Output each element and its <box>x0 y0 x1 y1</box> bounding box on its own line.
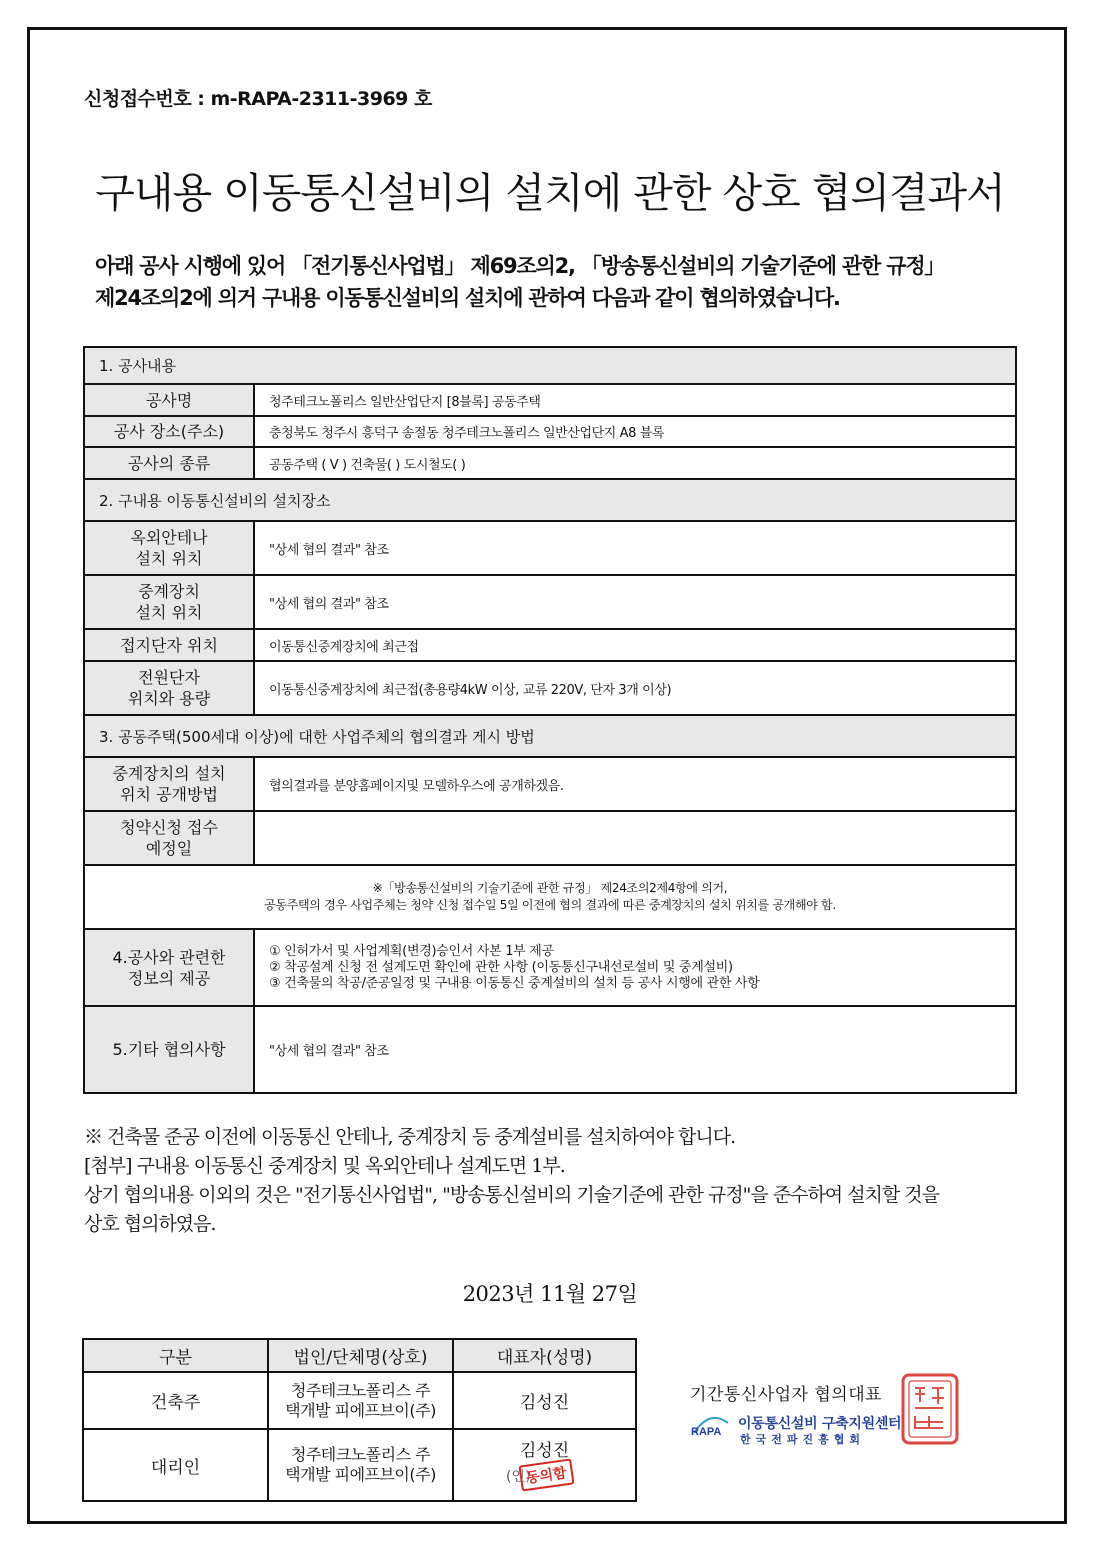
table-row <box>84 757 1016 811</box>
note-line: 공동주택의 경우 사업주체는 청약 신청 접수일 5일 이전에 협의 결과에 따른 중계장치의 설치 위치를 공개해야 함. <box>264 898 836 912</box>
corp-line: 택개발 피에프브이(주) <box>285 1465 436 1484</box>
table-row <box>84 929 1016 1006</box>
label-line: 정보의 제공 <box>127 968 211 988</box>
table-header-row <box>83 1339 636 1372</box>
agreement-date: 2023년 11월 27일 <box>462 1282 638 1306</box>
table-row <box>83 1429 636 1501</box>
antenna-label <box>84 521 254 575</box>
corp-line: 택개발 피에프브이(주) <box>285 1400 436 1420</box>
note-row <box>84 865 1016 929</box>
list-item: ② 착공설계 신청 전 설계도면 확인에 관한 사항 (이동통신구내선로설비 및 중계설비) <box>269 959 733 975</box>
project-type-label: 공사의 종류 <box>84 447 254 479</box>
section-row <box>84 347 1016 384</box>
label-line: 설치 위치 <box>135 549 203 568</box>
info-label <box>84 929 254 1006</box>
table-row <box>84 629 1016 661</box>
label-line: 중계장치의 설치 <box>112 764 226 783</box>
power-label <box>84 661 254 715</box>
label-line: 위치와 용량 <box>127 689 211 708</box>
role-agent: 대리인 <box>83 1429 268 1501</box>
agree-stamp: 동의함 <box>518 1458 574 1491</box>
project-site-value: 충청북도 청주시 흥덕구 송절동 청주테크노폴리스 일반산업단지 A8 블록 <box>254 416 1016 447</box>
section-row <box>84 479 1016 521</box>
label-line: 설치 위치 <box>135 603 203 622</box>
section-title-2: 2. 구내용 이동통신설비의 설치장소 <box>84 479 1016 521</box>
label-line: 위치 공개방법 <box>120 785 218 804</box>
ground-value: 이동통신중계장치에 최근접 <box>254 629 1016 661</box>
table-row <box>84 521 1016 575</box>
corporation-name <box>268 1429 453 1501</box>
disclosure-label <box>84 757 254 811</box>
repeater-label <box>84 575 254 629</box>
table-row <box>84 811 1016 865</box>
intro-line: 아래 공사 시행에 있어 「전기통신사업법」 제69조의2, 「방송통신설비의 기술기준에 관한 규정」 <box>95 254 945 278</box>
footer-line: 상호 협의하였음. <box>84 1213 216 1235</box>
logo-text: RAPA <box>691 1426 722 1438</box>
official-seal-icon <box>900 1372 960 1446</box>
disclosure-value: 협의결과를 분양홈페이지및 모델하우스에 공개하겠음. <box>254 757 1016 811</box>
power-value: 이동통신중계장치에 최근접(총용량4kW 이상, 교류 220V, 단자 3개 이상) <box>254 661 1016 715</box>
corp-line: 청주테크노폴리스 주 <box>290 1445 431 1464</box>
seal-placeholder: (인) <box>506 1469 531 1485</box>
signature-table <box>82 1338 637 1502</box>
header-category: 구분 <box>83 1339 268 1372</box>
ground-label: 접지단자 위치 <box>84 629 254 661</box>
corporation-name <box>268 1372 453 1429</box>
project-name-label: 공사명 <box>84 384 254 416</box>
corp-line: 청주테크노폴리스 주 <box>290 1380 431 1400</box>
section-title-1: 1. 공사내용 <box>84 347 1016 384</box>
section-title-3: 3. 공동주택(500세대 이상)에 대한 사업주체의 협의결과 게시 방법 <box>84 715 1016 757</box>
seal-area <box>506 1462 596 1492</box>
project-type-value: 공동주택 ( V ) 건축물( ) 도시철도( ) <box>254 447 1016 479</box>
organization-name: 이동통신설비 구축지원센터 <box>738 1416 902 1432</box>
consultation-table <box>83 346 1017 1094</box>
other-value: "상세 협의 결과" 참조 <box>254 1006 1016 1093</box>
repeater-value: "상세 협의 결과" 참조 <box>254 575 1016 629</box>
project-site-label: 공사 장소(주소) <box>84 416 254 447</box>
label-line: 예정일 <box>145 839 193 858</box>
subscription-value <box>254 811 1016 865</box>
label-line: 4.공사와 관련한 <box>112 947 226 967</box>
header-corporation: 법인/단체명(상호) <box>268 1339 453 1372</box>
table-row <box>84 575 1016 629</box>
antenna-value: "상세 협의 결과" 참조 <box>254 521 1016 575</box>
representative-signature <box>453 1429 636 1501</box>
header-representative: 대표자(성명) <box>453 1339 636 1372</box>
table-row <box>84 416 1016 447</box>
representative-name: 김성진 <box>453 1372 636 1429</box>
list-item: ③ 건축물의 착공/준공일정 및 구내용 이동통신 중계설비의 설치 등 공사 시행에 관한 사항 <box>269 975 760 991</box>
table-row <box>83 1372 636 1429</box>
footer-line: 상기 협의내용 이외의 것은 "전기통신사업법", "방송통신설비의 기술기준에 관한 규정"을 준수하여 설치할 것을 <box>84 1184 940 1206</box>
section-row <box>84 715 1016 757</box>
info-list <box>254 929 1016 1006</box>
label-line: 중계장치 <box>138 582 200 601</box>
regulation-note <box>84 865 1016 929</box>
footer-line: [첨부] 구내용 이동통신 중계장치 및 옥외안테나 설계도면 1부. <box>84 1155 565 1177</box>
label-line: 청약신청 접수 <box>120 818 218 837</box>
table-row <box>84 447 1016 479</box>
other-label: 5.기타 협의사항 <box>84 1006 254 1093</box>
table-row <box>84 661 1016 715</box>
footer-notes <box>84 1123 1024 1239</box>
receipt-number: 신청접수번호 : m-RAPA-2311-3969 호 <box>84 88 432 110</box>
rapa-logo-icon <box>690 1413 730 1439</box>
note-line: ※「방송통신설비의 기술기준에 관한 규정」 제24조의2제4항에 의거, <box>372 881 728 895</box>
carrier-representative-title: 기간통신사업자 협의대표 <box>690 1385 883 1405</box>
role-owner: 건축주 <box>83 1372 268 1429</box>
label-line: 옥외안테나 <box>130 528 208 547</box>
project-name-value: 청주테크노폴리스 일반산업단지 [8블록] 공동주택 <box>254 384 1016 416</box>
label-line: 전원단자 <box>138 668 200 687</box>
footer-line: ※ 건축물 준공 이전에 이동통신 안테나, 중계장치 등 중계설비를 설치하여야 합니다. <box>84 1126 736 1148</box>
intro-paragraph <box>95 250 1025 314</box>
list-item: ① 인허가서 및 사업계획(변경)승인서 사본 1부 제공 <box>269 943 554 959</box>
table-row <box>84 1006 1016 1093</box>
document-title: 구내용 이동통신설비의 설치에 관한 상호 협의결과서 <box>95 169 1005 217</box>
subscription-label <box>84 811 254 865</box>
representative-name: 김성진 <box>519 1441 570 1461</box>
organization-name-korean: 한국전파진흥협회 <box>740 1433 866 1446</box>
intro-line: 제24조의2에 의거 구내용 이동통신설비의 설치에 관하여 다음과 같이 협의하였습니다. <box>95 286 840 310</box>
table-row <box>84 384 1016 416</box>
